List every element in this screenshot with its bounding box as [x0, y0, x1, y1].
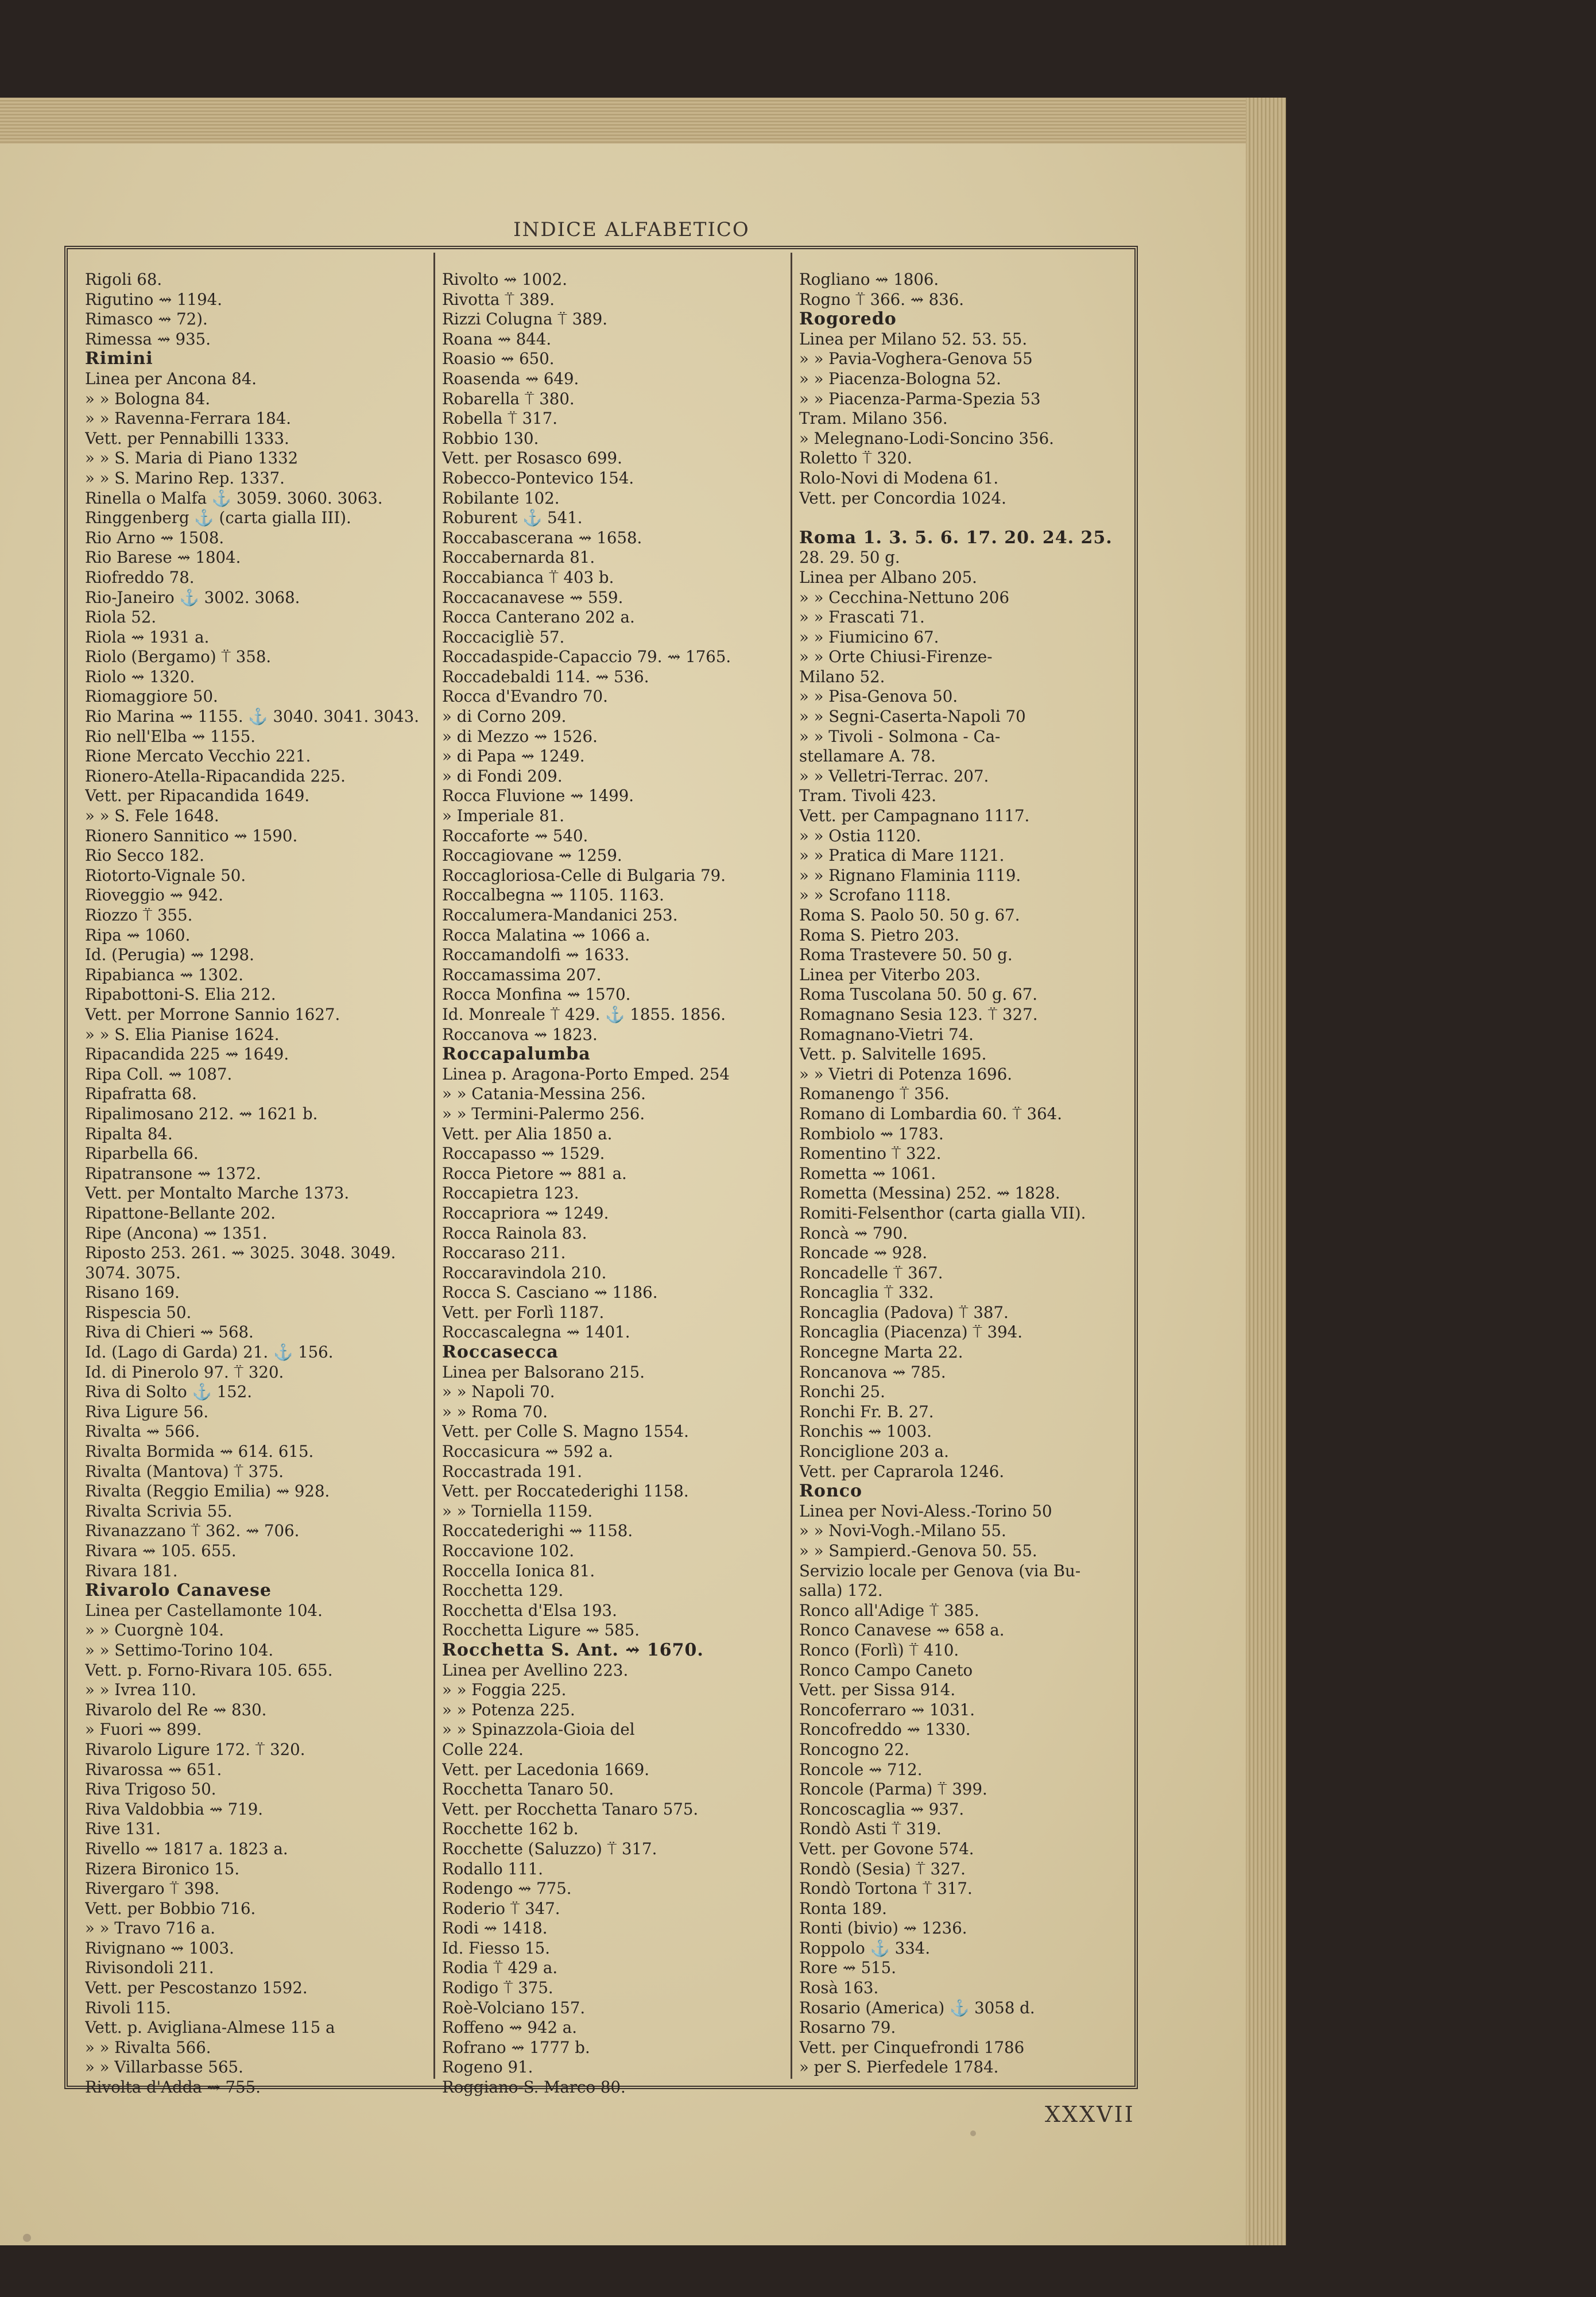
index-entry: Ripa Coll. ⇝ 1087.	[85, 1064, 233, 1084]
index-entry: Rivolto ⇝ 1002.	[442, 270, 567, 289]
index-entry: Rondò Tortona ⍡ 317.	[799, 1879, 973, 1898]
index-entry: Roncaglia ⍡ 332.	[799, 1283, 934, 1302]
index-entry: Robella ⍡ 317.	[442, 409, 558, 428]
index-entry: Roncà ⇝ 790.	[799, 1223, 908, 1243]
index-entry: Id. (Lago di Garda) 21. ⚓ 156.	[85, 1343, 334, 1362]
index-entry: Rigoli 68.	[85, 270, 162, 289]
index-entry: Ripalimosano 212. ⇝ 1621 b.	[85, 1104, 318, 1123]
index-entry: Roncogno 22.	[799, 1739, 909, 1759]
index-entry: Linea per Castellamonte 104.	[85, 1600, 323, 1620]
index-entry: Vett. per Pennabilli 1333.	[85, 428, 289, 448]
index-entry: » » Ravenna-Ferrara 184.	[85, 409, 292, 428]
index-entry: Roma 1. 3. 5. 6. 17. 20. 24. 25.	[799, 527, 1113, 548]
column-divider	[433, 253, 435, 2079]
index-entry: Ripabianca ⇝ 1302.	[85, 965, 243, 984]
index-entry: Riposto 253. 261. ⇝ 3025. 3048. 3049.	[85, 1243, 396, 1263]
index-entry: » » Pavia-Voghera-Genova 55	[799, 349, 1033, 369]
index-entry: Rimini	[85, 349, 153, 369]
index-entry: Roncadelle ⍡ 367.	[799, 1263, 943, 1282]
index-entry: Robarella ⍡ 380.	[442, 389, 575, 408]
index-entry: » » Torniella 1159.	[442, 1501, 593, 1521]
index-entry: Vett. per Alia 1850 a.	[442, 1124, 613, 1143]
index-entry: Roccaravindola 210.	[442, 1263, 607, 1282]
index-entry: Rimessa ⇝ 935.	[85, 329, 211, 349]
index-entry: » » Rivalta 566.	[85, 2037, 211, 2057]
index-entry: Roccapriora ⇝ 1249.	[442, 1203, 609, 1223]
index-entry: Ripalta 84.	[85, 1124, 173, 1143]
index-entry: Riofreddo 78.	[85, 567, 195, 587]
index-entry: Ripa ⇝ 1060.	[85, 925, 191, 945]
index-entry: Romano di Lombardia 60. ⍡ 364.	[799, 1104, 1062, 1123]
index-entry: Roncofreddo ⇝ 1330.	[799, 1720, 971, 1739]
ink-spot	[970, 2130, 976, 2136]
index-entry: Roccadaspide-Capaccio 79. ⇝ 1765.	[442, 647, 731, 667]
index-entry: Ronchi Fr. B. 27.	[799, 1402, 934, 1421]
index-entry: Rizzi Colugna ⍡ 389.	[442, 310, 608, 329]
index-entry: » » Catania-Messina 256.	[442, 1084, 646, 1104]
index-entry: » » Termini-Palermo 256.	[442, 1104, 645, 1123]
index-entry: Riola 52.	[85, 608, 157, 627]
index-entry: Rometta (Messina) 252. ⇝ 1828.	[799, 1184, 1060, 1203]
index-entry: Roccascalegna ⇝ 1401.	[442, 1322, 630, 1342]
index-entry: Rogno ⍡ 366. ⇝ 836.	[799, 289, 964, 309]
index-entry: Rivolta d'Adda ⇝ 755.	[85, 2078, 261, 2097]
index-entry: Riparbella 66.	[85, 1144, 199, 1163]
index-entry: » » Spinazzola-Gioia del	[442, 1720, 635, 1739]
index-entry: » » Napoli 70.	[442, 1382, 555, 1402]
index-entry: Vett. per Campagnano 1117.	[799, 806, 1030, 826]
index-entry: Roasio ⇝ 650.	[442, 349, 555, 369]
index-entry: Rivalta (Mantova) ⍡ 375.	[85, 1461, 284, 1481]
index-entry: 3074. 3075.	[85, 1263, 181, 1282]
index-entry: Linea p. Aragona-Porto Emped. 254	[442, 1064, 730, 1084]
index-entry: Romentino ⍡ 322.	[799, 1144, 942, 1163]
index-entry: Riolo (Bergamo) ⍡ 358.	[85, 647, 272, 667]
index-entry: Robilante 102.	[442, 488, 560, 508]
index-entry: Rivarolo Ligure 172. ⍡ 320.	[85, 1739, 305, 1759]
index-entry: Rio nell'Elba ⇝ 1155.	[85, 726, 256, 746]
index-entry: Vett. per Ripacandida 1649.	[85, 786, 310, 806]
index-entry: Ronco (Forlì) ⍡ 410.	[799, 1640, 959, 1660]
index-entry: Milano 52.	[799, 667, 885, 686]
index-entry: Rocca S. Casciano ⇝ 1186.	[442, 1283, 658, 1302]
index-entry: » di Fondi 209.	[442, 766, 563, 786]
index-entry: Id. di Pinerolo 97. ⍡ 320.	[85, 1362, 284, 1382]
index-entry: Roncoscaglia ⇝ 937.	[799, 1799, 964, 1819]
index-entry: Ronta 189.	[799, 1898, 887, 1918]
index-column-3	[799, 270, 1144, 2078]
index-entry: » » Scrofano 1118.	[799, 885, 951, 905]
index-entry: Ripe (Ancona) ⇝ 1351.	[85, 1223, 268, 1243]
index-entry: Ripatransone ⇝ 1372.	[85, 1163, 261, 1183]
index-entry: » » S. Fele 1648.	[85, 806, 219, 826]
index-entry: Rodi ⇝ 1418.	[442, 1919, 548, 1938]
index-entry: Linea per Milano 52. 53. 55.	[799, 329, 1028, 349]
index-entry: Rocca Pietore ⇝ 881 a.	[442, 1163, 627, 1183]
index-entry: Roccasecca	[442, 1342, 559, 1363]
index-entry: Linea per Ancona 84.	[85, 369, 257, 388]
index-entry: Roncanova ⇝ 785.	[799, 1362, 946, 1382]
index-entry: Vett. per Roccatederighi 1158.	[442, 1482, 689, 1501]
index-entry: Vett. p. Forno-Rivara 105. 655.	[85, 1660, 333, 1680]
index-entry: Rodia ⍡ 429 a.	[442, 1958, 558, 1978]
index-entry: Roccacanavese ⇝ 559.	[442, 587, 623, 607]
index-entry: » » Settimo-Torino 104.	[85, 1640, 274, 1660]
index-entry: » » Piacenza-Bologna 52.	[799, 369, 1001, 388]
index-entry: Ripabottoni-S. Elia 212.	[85, 985, 276, 1004]
index-entry: Rocchetta Tanaro 50.	[442, 1780, 614, 1799]
index-entry: Riozzo ⍡ 355.	[85, 906, 193, 925]
index-entry: Colle 224.	[442, 1739, 524, 1759]
index-entry: » » Rignano Flaminia 1119.	[799, 865, 1021, 885]
index-entry: Roccaraso 211.	[442, 1243, 566, 1263]
index-entry: Rodigo ⍡ 375.	[442, 1978, 553, 1998]
index-entry: Rinella o Malfa ⚓ 3059. 3060. 3063.	[85, 488, 383, 508]
index-entry: Servizio locale per Genova (via Bu-	[799, 1561, 1081, 1580]
index-entry: » » Travo 716 a.	[85, 1919, 215, 1938]
index-entry: Ronco Campo Caneto	[799, 1660, 973, 1680]
index-entry: Rocca Canterano 202 a.	[442, 608, 635, 627]
index-entry: Linea per Albano 205.	[799, 567, 977, 587]
index-entry: Rigutino ⇝ 1194.	[85, 289, 222, 309]
index-entry: Vett. per Sissa 914.	[799, 1680, 956, 1700]
index-entry: Roccavione 102.	[442, 1541, 575, 1560]
index-entry: Riotorto-Vignale 50.	[85, 865, 246, 885]
index-entry: salla) 172.	[799, 1581, 883, 1600]
index-entry: » » Vietri di Potenza 1696.	[799, 1064, 1013, 1084]
index-entry: Roburent ⚓ 541.	[442, 508, 583, 528]
index-entry: Rio Arno ⇝ 1508.	[85, 528, 224, 547]
index-column-2	[442, 270, 787, 2098]
index-entry: Rione Mercato Vecchio 221.	[85, 747, 311, 766]
index-entry: » » S. Marino Rep. 1337.	[85, 468, 285, 488]
index-entry: Vett. per Morrone Sannio 1627.	[85, 1004, 340, 1024]
index-entry: Riolo ⇝ 1320.	[85, 667, 195, 686]
index-entry: Rionero Sannitico ⇝ 1590.	[85, 826, 298, 845]
index-entry: Ronco	[799, 1481, 863, 1502]
index-entry: Roccalbegna ⇝ 1105. 1163.	[442, 885, 664, 905]
index-entry: Rocchetta 129.	[442, 1581, 564, 1600]
index-entry: Vett. per Cinquefrondi 1786	[799, 2037, 1025, 2057]
index-entry: » » Ivrea 110.	[85, 1680, 196, 1700]
index-entry: Rogoredo	[799, 309, 897, 330]
index-entry: Roccaforte ⇝ 540.	[442, 826, 588, 845]
index-entry: Rogeno 91.	[442, 2058, 533, 2077]
index-entry: Rivisondoli 211.	[85, 1958, 214, 1978]
index-entry: Rivignano ⇝ 1003.	[85, 1938, 234, 1958]
index-entry: » » Novi-Vogh.-Milano 55.	[799, 1521, 1006, 1541]
index-entry: Rocca Monfina ⇝ 1570.	[442, 985, 631, 1004]
index-entry: Romagnano Sesia 123. ⍡ 327.	[799, 1004, 1038, 1024]
index-entry: Roffeno ⇝ 942 a.	[442, 2018, 578, 2037]
index-entry: Rocca Rainola 83.	[442, 1223, 587, 1243]
index-entry: Roè-Volciano 157.	[442, 1998, 586, 2017]
index-entry: Rivara ⇝ 105. 655.	[85, 1541, 237, 1560]
index-entry: Rocca Fluvione ⇝ 1499.	[442, 786, 634, 806]
index-entry: » » Roma 70.	[442, 1402, 548, 1421]
index-entry: Rocca Malatina ⇝ 1066 a.	[442, 925, 650, 945]
index-entry: Romiti-Felsenthor (carta gialla VII).	[799, 1203, 1086, 1223]
index-entry: Roletto ⍡ 320.	[799, 448, 912, 468]
index-entry: Rivello ⇝ 1817 a. 1823 a.	[85, 1839, 288, 1858]
index-entry: Roccacigliè 57.	[442, 627, 565, 647]
index-entry: Rosario (America) ⚓ 3058 d.	[799, 1998, 1035, 2017]
index-entry: Vett. per Forlì 1187.	[442, 1302, 605, 1322]
index-entry: » » Sampierd.-Genova 50. 55.	[799, 1541, 1037, 1560]
index-entry: Romagnano-Vietri 74.	[799, 1024, 974, 1044]
index-entry: Roma Tuscolana 50. 50 g. 67.	[799, 985, 1038, 1004]
index-entry: » » S. Elia Pianise 1624.	[85, 1024, 280, 1044]
index-column-1	[85, 270, 429, 2098]
index-entry: » di Mezzo ⇝ 1526.	[442, 726, 598, 746]
index-entry: Linea per Novi-Aless.-Torino 50	[799, 1501, 1052, 1521]
index-entry: Roncegne Marta 22.	[799, 1343, 963, 1362]
index-entry	[799, 508, 1144, 528]
index-entry: Rizera Bironico 15.	[85, 1859, 240, 1878]
index-entry: Linea per Balsorano 215.	[442, 1362, 645, 1382]
index-entry: Rionero-Atella-Ripacandida 225.	[85, 766, 346, 786]
page-header: INDICE ALFABETICO	[513, 218, 750, 241]
index-entry: » » Frascati 71.	[799, 608, 925, 627]
index-entry: Ronco all'Adige ⍡ 385.	[799, 1600, 979, 1620]
index-entry: » » S. Maria di Piano 1332	[85, 448, 299, 468]
index-entry: Robecco-Pontevico 154.	[442, 468, 634, 488]
index-entry: Roccalumera-Mandanici 253.	[442, 906, 678, 925]
index-entry: Rombiolo ⇝ 1783.	[799, 1124, 944, 1143]
index-entry: Roccadebaldi 114. ⇝ 536.	[442, 667, 649, 686]
index-entry: Vett. per Govone 574.	[799, 1839, 974, 1858]
index-entry: Rio-Janeiro ⚓ 3002. 3068.	[85, 587, 300, 607]
index-entry: Rivalta Bormida ⇝ 614. 615.	[85, 1442, 314, 1461]
index-entry: Rocchetta d'Elsa 193.	[442, 1600, 617, 1620]
page-edge-top	[0, 98, 1286, 144]
index-entry: Linea per Avellino 223.	[442, 1660, 629, 1680]
index-entry: Roccastrada 191.	[442, 1461, 582, 1481]
index-entry: » di Papa ⇝ 1249.	[442, 747, 585, 766]
index-entry: Tram. Milano 356.	[799, 409, 948, 428]
index-entry: » » Tivoli - Solmona - Ca-	[799, 726, 1001, 746]
index-entry: Vett. per Caprarola 1246.	[799, 1461, 1005, 1481]
index-entry: Rore ⇝ 515.	[799, 1958, 897, 1978]
index-entry: » » Pisa-Genova 50.	[799, 687, 958, 706]
index-entry: Rive 131.	[85, 1819, 161, 1839]
index-entry: Ripafratta 68.	[85, 1084, 197, 1104]
index-entry: Roccagiovane ⇝ 1259.	[442, 846, 622, 865]
index-entry: Rofrano ⇝ 1777 b.	[442, 2037, 590, 2057]
index-entry: Roncole ⇝ 712.	[799, 1760, 923, 1779]
index-entry: Roderio ⍡ 347.	[442, 1898, 560, 1918]
index-entry: » » Foggia 225.	[442, 1680, 567, 1700]
column-divider	[791, 253, 792, 2079]
index-entry: stellamare A. 78.	[799, 747, 936, 766]
index-entry: Rio Secco 182.	[85, 846, 204, 865]
index-entry: Risano 169.	[85, 1283, 180, 1302]
index-entry: Rocchetta S. Ant. ⇝ 1670.	[442, 1639, 704, 1660]
index-entry: » » Velletri-Terrac. 207.	[799, 766, 989, 786]
index-entry: Ringgenberg ⚓ (carta gialla III).	[85, 508, 351, 528]
index-entry: Vett. per Concordia 1024.	[799, 488, 1006, 508]
index-entry: Ronciglione 203 a.	[799, 1442, 949, 1461]
index-entry: Rocchetta Ligure ⇝ 585.	[442, 1621, 640, 1640]
index-entry: Roccasicura ⇝ 592 a.	[442, 1442, 613, 1461]
index-entry: Robbio 130.	[442, 428, 539, 448]
index-entry: Rivotta ⍡ 389.	[442, 289, 555, 309]
index-entry: Riva Ligure 56.	[85, 1402, 209, 1421]
index-entry: » di Corno 209.	[442, 707, 567, 726]
index-entry: Roma S. Pietro 203.	[799, 925, 960, 945]
index-entry: Rosà 163.	[799, 1978, 879, 1998]
index-entry: Roma Trastevere 50. 50 g.	[799, 945, 1013, 965]
page-edge-right	[1246, 98, 1286, 2245]
index-entry: Rivanazzano ⍡ 362. ⇝ 706.	[85, 1521, 300, 1541]
index-entry: » » Cecchina-Nettuno 206	[799, 587, 1010, 607]
index-entry: Rispescia 50.	[85, 1302, 192, 1322]
index-entry: Rivarolo del Re ⇝ 830.	[85, 1700, 267, 1719]
index-entry: Roccabernarda 81.	[442, 548, 595, 567]
index-entry: Riva Valdobbia ⇝ 719.	[85, 1799, 264, 1819]
index-entry: » » Orte Chiusi-Firenze-	[799, 647, 993, 667]
index-entry: Vett. per Rocchetta Tanaro 575.	[442, 1799, 699, 1819]
index-entry: Rocca d'Evandro 70.	[442, 687, 608, 706]
index-entry: Vett. per Rosasco 699.	[442, 448, 622, 468]
index-entry: Ripacandida 225 ⇝ 1649.	[85, 1045, 289, 1064]
index-entry: » » Piacenza-Parma-Spezia 53	[799, 389, 1041, 408]
index-entry: » » Segni-Caserta-Napoli 70	[799, 707, 1026, 726]
index-entry: Riomaggiore 50.	[85, 687, 218, 706]
index-entry: Rivergaro ⍡ 398.	[85, 1879, 220, 1898]
index-entry: Roncoferraro ⇝ 1031.	[799, 1700, 975, 1719]
index-entry: Rosarno 79.	[799, 2018, 896, 2037]
index-entry: Rolo-Novi di Modena 61.	[799, 468, 999, 488]
index-entry: Vett. per Montalto Marche 1373.	[85, 1184, 350, 1203]
index-entry: Rivalta ⇝ 566.	[85, 1422, 200, 1441]
index-entry: Roncade ⇝ 928.	[799, 1243, 928, 1263]
index-entry: Roccanova ⇝ 1823.	[442, 1024, 598, 1044]
index-entry: Roccapietra 123.	[442, 1184, 579, 1203]
index-entry: Roccabascerana ⇝ 1658.	[442, 528, 642, 547]
index-entry: Id. Fiesso 15.	[442, 1938, 550, 1958]
index-entry: Riva di Chieri ⇝ 568.	[85, 1322, 254, 1342]
index-entry: Rivarossa ⇝ 651.	[85, 1760, 222, 1779]
index-entry: Rivalta Scrivia 55.	[85, 1501, 233, 1521]
index-entry: Rio Marina ⇝ 1155. ⚓ 3040. 3041. 3043.	[85, 707, 420, 726]
index-entry: Roppolo ⚓ 334.	[799, 1938, 931, 1958]
index-entry: Roccagloriosa-Celle di Bulgaria 79.	[442, 865, 726, 885]
index-entry: Vett. p. Avigliana-Almese 115 a	[85, 2018, 335, 2037]
index-entry: 28. 29. 50 g.	[799, 548, 900, 567]
index-entry: Roncaglia (Piacenza) ⍡ 394.	[799, 1322, 1023, 1342]
index-entry: Roccatederighi ⇝ 1158.	[442, 1521, 633, 1541]
index-entry: Ronco Canavese ⇝ 658 a.	[799, 1621, 1005, 1640]
index-entry: » » Cuorgnè 104.	[85, 1621, 224, 1640]
index-entry: Vett. per Bobbio 716.	[85, 1898, 256, 1918]
index-entry: Riva Trigoso 50.	[85, 1780, 216, 1799]
index-entry: Ronchis ⇝ 1003.	[799, 1422, 932, 1441]
index-entry: Rodengo ⇝ 775.	[442, 1879, 572, 1898]
index-entry: Tram. Tivoli 423.	[799, 786, 937, 806]
index-entry: Rogliano ⇝ 1806.	[799, 270, 939, 289]
index-entry: Riola ⇝ 1931 a.	[85, 627, 210, 647]
index-entry: » per S. Pierfedele 1784.	[799, 2058, 999, 2077]
index-entry: Rio Barese ⇝ 1804.	[85, 548, 241, 567]
index-entry: Rivoli 115.	[85, 1998, 171, 2017]
index-entry: » Melegnano-Lodi-Soncino 356.	[799, 428, 1054, 448]
index-entry: » Fuori ⇝ 899.	[85, 1720, 202, 1739]
index-entry: » » Ostia 1120.	[799, 826, 921, 845]
ink-spot	[23, 2234, 31, 2242]
index-entry: Id. (Perugia) ⇝ 1298.	[85, 945, 254, 965]
index-entry: Roccella Ionica 81.	[442, 1561, 595, 1580]
index-entry: Ronchi 25.	[799, 1382, 885, 1402]
index-entry: Roccabianca ⍡ 403 b.	[442, 567, 614, 587]
index-entry: Roggiano-S. Marco 80.	[442, 2078, 626, 2097]
index-entry: Roncaglia (Padova) ⍡ 387.	[799, 1302, 1009, 1322]
index-entry: Roccapasso ⇝ 1529.	[442, 1144, 605, 1163]
index-entry: » » Bologna 84.	[85, 389, 211, 408]
page-number: XXXVII	[1045, 2102, 1135, 2127]
index-entry: Rimasco ⇝ 72).	[85, 310, 208, 329]
index-entry: Id. Monreale ⍡ 429. ⚓ 1855. 1856.	[442, 1004, 726, 1024]
index-entry: Roccamandolfi ⇝ 1633.	[442, 945, 630, 965]
index-entry: Rocchette 162 b.	[442, 1819, 579, 1839]
index-entry: Roncole (Parma) ⍡ 399.	[799, 1780, 987, 1799]
index-entry: Rometta ⇝ 1061.	[799, 1163, 936, 1183]
index-entry: Rondò (Sesia) ⍡ 327.	[799, 1859, 966, 1878]
index-entry: Rivara 181.	[85, 1561, 178, 1580]
index-entry: » » Potenza 225.	[442, 1700, 575, 1719]
index-entry: Rodallo 111.	[442, 1859, 543, 1878]
index-entry: Rondò Asti ⍡ 319.	[799, 1819, 942, 1839]
index-entry: Ronti (bivio) ⇝ 1236.	[799, 1919, 967, 1938]
index-entry: » » Pratica di Mare 1121.	[799, 846, 1005, 865]
index-entry: Linea per Viterbo 203.	[799, 965, 981, 984]
index-entry: Vett. per Lacedonia 1669.	[442, 1760, 650, 1779]
index-entry: » Imperiale 81.	[442, 806, 564, 826]
index-entry: Roasenda ⇝ 649.	[442, 369, 579, 388]
index-entry: Roccapalumba	[442, 1044, 591, 1065]
index-entry: Roana ⇝ 844.	[442, 329, 552, 349]
index-entry: Roccamassima 207.	[442, 965, 602, 984]
index-entry: Vett. per Pescostanzo 1592.	[85, 1978, 308, 1998]
index-entry: Roma S. Paolo 50. 50 g. 67.	[799, 906, 1020, 925]
index-entry: Romanengo ⍡ 356.	[799, 1084, 950, 1104]
index-entry: Rivalta (Reggio Emilia) ⇝ 928.	[85, 1482, 330, 1501]
index-entry: Vett. p. Salvitelle 1695.	[799, 1045, 987, 1064]
index-entry: » » Villarbasse 565.	[85, 2058, 243, 2077]
index-entry: » » Fiumicino 67.	[799, 627, 939, 647]
index-entry: Ripattone-Bellante 202.	[85, 1203, 276, 1223]
index-entry: Rioveggio ⇝ 942.	[85, 885, 224, 905]
index-entry: Riva di Solto ⚓ 152.	[85, 1382, 253, 1402]
index-entry: Rocchette (Saluzzo) ⍡ 317.	[442, 1839, 657, 1858]
index-entry: Rivarolo Canavese	[85, 1580, 272, 1601]
index-entry: Vett. per Colle S. Magno 1554.	[442, 1422, 689, 1441]
